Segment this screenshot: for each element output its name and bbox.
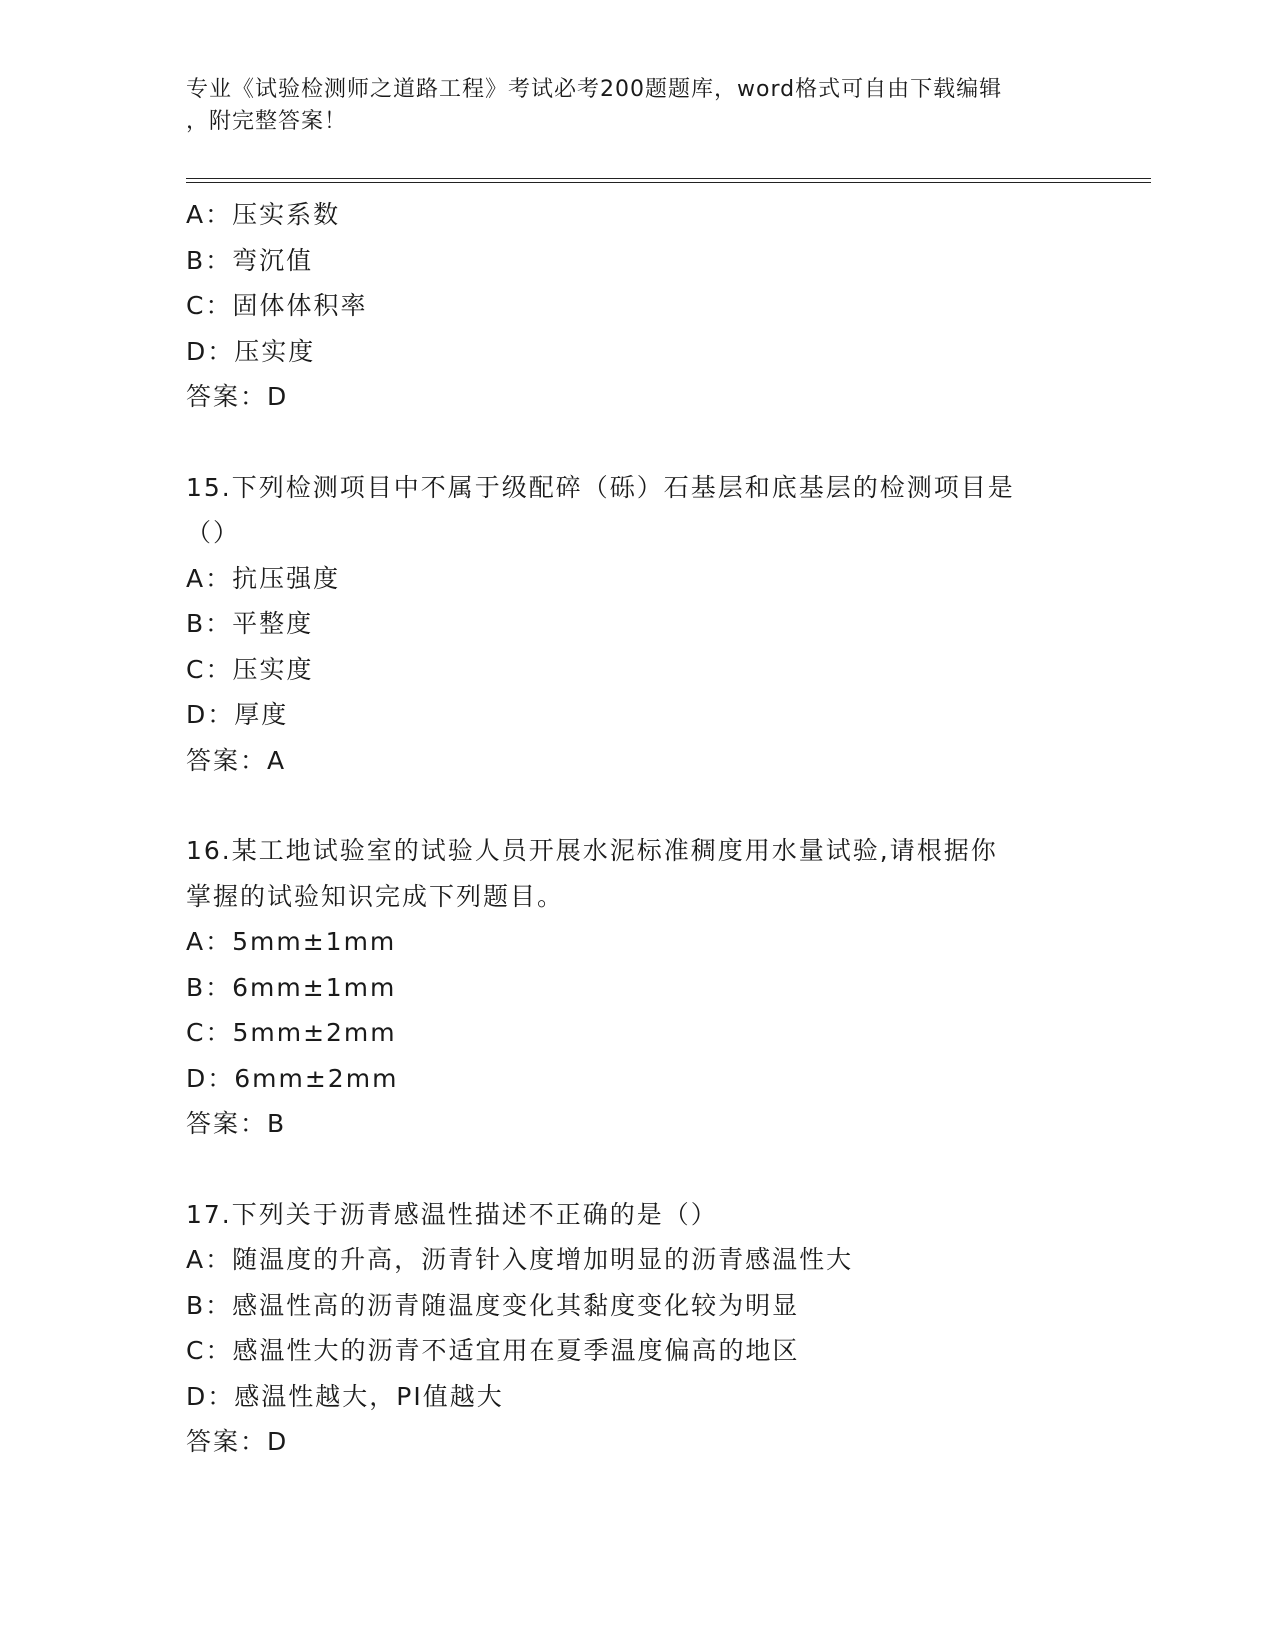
header-divider-bottom	[186, 182, 1151, 183]
option-b: B：平整度	[186, 609, 314, 638]
question-stem: 17.下列关于沥青感温性描述不正确的是（）	[186, 1199, 718, 1229]
option-b: B：6mm±1mm	[186, 972, 397, 1002]
header-divider-top	[186, 178, 1151, 179]
option-a: A：抗压强度	[186, 563, 341, 593]
answer-line: 答案：D	[186, 382, 289, 411]
option-a: A：随温度的升高，沥青针入度增加明显的沥青感温性大	[186, 1245, 854, 1274]
option-a: A：5mm±1mm	[186, 927, 397, 956]
question-16	[186, 828, 1146, 1147]
header-title-line-1: 专业《试验检测师之道路工程》考试必考200题题库，word格式可自由下载编辑	[186, 77, 1003, 102]
answer-line: 答案：B	[186, 1109, 287, 1138]
option-d: D：6mm±2mm	[186, 1063, 399, 1093]
option-d: D：感温性越大，PI值越大	[186, 1381, 504, 1411]
spacer	[186, 1147, 1146, 1192]
spacer	[186, 420, 1146, 465]
answer-line: 答案：A	[186, 745, 287, 775]
question-stem: 16.某工地试验室的试验人员开展水泥标准稠度用水量试验,请根据你	[186, 836, 998, 865]
spacer	[186, 783, 1146, 828]
question-list	[186, 192, 1146, 1465]
option-d: D：厚度	[186, 700, 289, 729]
option-b: B：感温性高的沥青随温度变化其黏度变化较为明显	[186, 1290, 800, 1320]
option-b: B：弯沉值	[186, 245, 314, 275]
question-stem: 15.下列检测项目中不属于级配碎（砾）石基层和底基层的检测项目是	[186, 472, 1015, 502]
question-15	[186, 465, 1146, 784]
option-c: C：固体体积率	[186, 291, 368, 320]
answer-line: 答案：D	[186, 1427, 289, 1456]
question-stem-continued: 掌握的试验知识完成下列题目。	[186, 881, 565, 911]
question-14	[186, 192, 1146, 420]
option-a: A：压实系数	[186, 200, 341, 229]
option-c: C：压实度	[186, 654, 314, 684]
header-title-line-2: ，附完整答案！	[186, 109, 348, 134]
document-header	[186, 74, 1086, 138]
option-d: D：压实度	[186, 336, 316, 366]
option-c: C：感温性大的沥青不适宜用在夏季温度偏高的地区	[186, 1336, 800, 1365]
question-17	[186, 1192, 1146, 1465]
option-c: C：5mm±2mm	[186, 1018, 397, 1047]
question-stem-continued: （）	[186, 518, 241, 547]
